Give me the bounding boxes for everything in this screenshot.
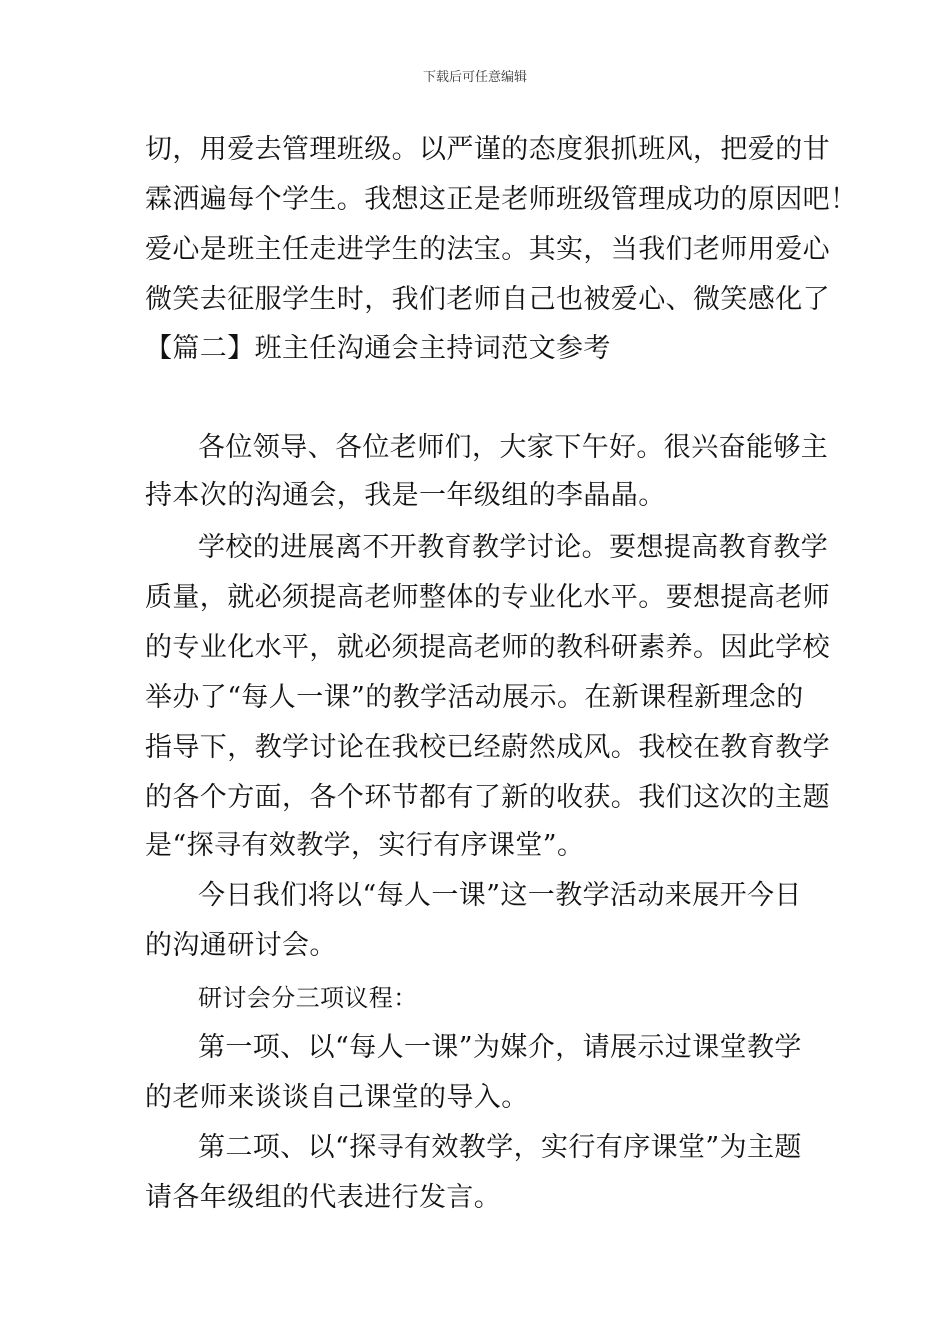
- header-note: 下载后可任意编辑: [422, 70, 527, 85]
- text-line: 的专业化水平，就必须提高老师的教科研素养。因此学校: [145, 632, 830, 663]
- text-line: 各位领导、各位老师们，大家下午好。很兴奋能够主: [198, 432, 829, 463]
- text-line: 今日我们将以“每人一课”这一教学活动来展开今日: [198, 880, 802, 911]
- text-line: 持本次的沟通会，我是一年级组的李晶晶。: [145, 480, 666, 511]
- agenda-intro: 研讨会分三项议程：: [198, 984, 418, 1012]
- text-line: 请各年级组的代表进行发言。: [145, 1182, 502, 1213]
- agenda-item: 第一项、以“每人一课”为媒介，请展示过课堂教学: [198, 1032, 802, 1063]
- text-line: 质量，就必须提高老师整体的专业化水平。要想提高老师: [145, 582, 830, 613]
- text-line: 举办了“每人一课”的教学活动展示。在新课程新理念的: [145, 682, 804, 713]
- text-line: 的沟通研讨会。: [145, 930, 337, 961]
- text-line: 是“探寻有效教学，实行有序课堂”。: [145, 830, 585, 861]
- text-line: 指导下，教学讨论在我校已经蔚然成风。我校在教育教学: [145, 732, 830, 763]
- text-line: 爱心是班主任走进学生的法宝。其实，当我们老师用爱心: [145, 234, 830, 265]
- text-line: 霖洒遍每个学生。我想这正是老师班级管理成功的原因吧！: [145, 184, 858, 215]
- agenda-item: 第二项、以“探寻有效教学，实行有序课堂”为主题: [198, 1132, 802, 1163]
- text-line: 切，用爱去管理班级。以严谨的态度狠抓班风，把爱的甘: [145, 134, 830, 165]
- text-line: 微笑去征服学生时，我们老师自己也被爱心、微笑感化了: [145, 284, 830, 315]
- text-line: 的老师来谈谈自己课堂的导入。: [145, 1082, 529, 1113]
- text-line: 的各个方面，各个环节都有了新的收获。我们这次的主题: [145, 782, 830, 813]
- section-heading: 【篇二】班主任沟通会主持词范文参考: [145, 333, 611, 364]
- text-line: 学校的进展离不开教育教学讨论。要想提高教育教学: [198, 532, 829, 563]
